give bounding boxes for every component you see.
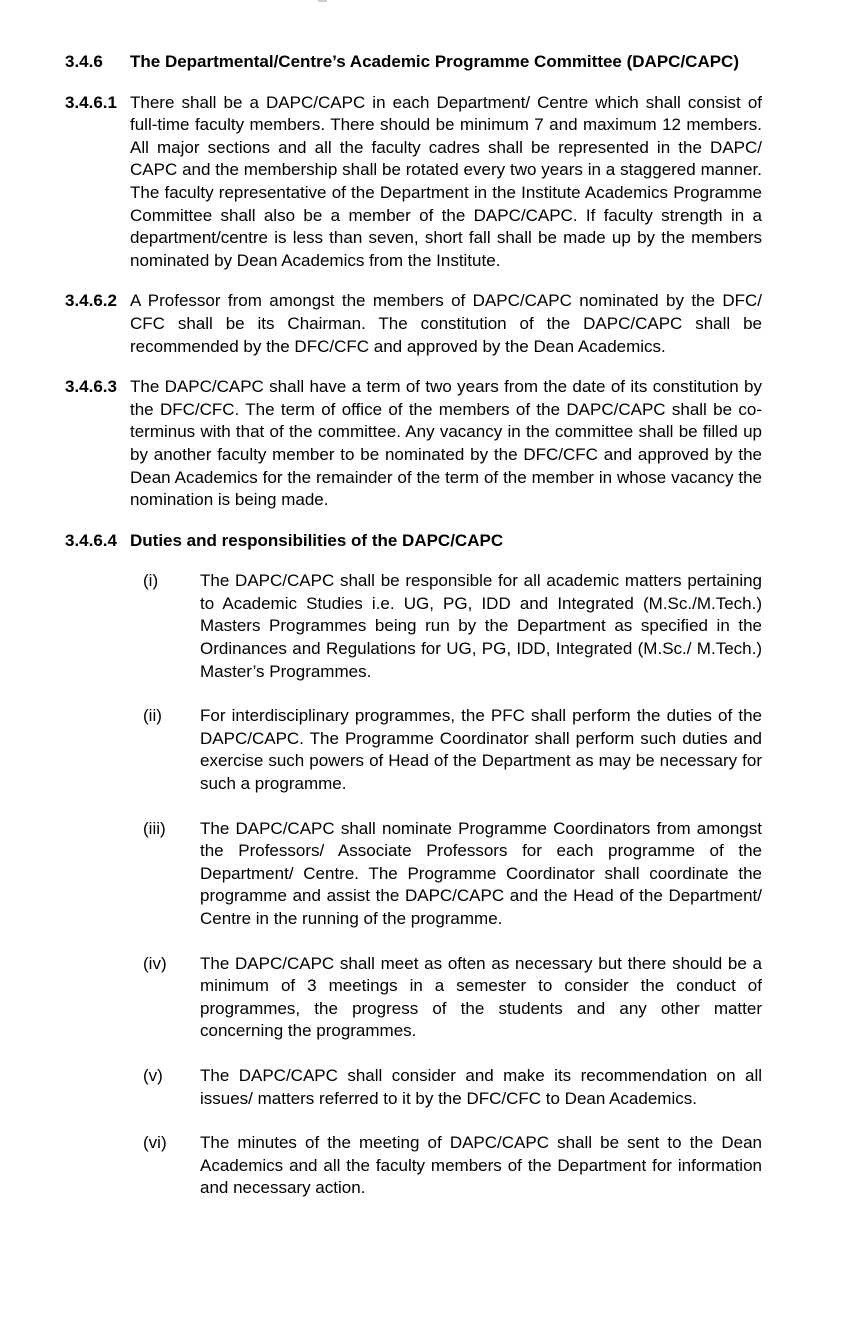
section-3-4-6-3 — [65, 376, 762, 512]
duty-label: (i) — [143, 571, 159, 591]
section-text: There shall be a DAPC/​CAPC in each Department/​ Centre which shall consist of full-time faculty members. There should be minimum 7 and maximum 12 members. All major sections and all the faculty cadres shall be represented in the DAPC/​CAPC and the membership shall be rotated every two years in a staggered manner. The faculty representative of the Department in the Institute Academics Programme Committee shall also be a member of the DAPC/​CAPC. If faculty strength in a department/​centre is less than seven, short fall shall be made up by the members nominated by Dean Academics from the Institute. — [130, 92, 762, 270]
duty-item-vi — [143, 1132, 762, 1200]
section-number: 3.4.6.4 — [65, 530, 117, 550]
section-number: 3.4.6.1 — [65, 92, 117, 112]
duty-label: (ii) — [143, 706, 162, 726]
duty-item-ii — [143, 705, 762, 795]
section-text: A Professor from amongst the members of DAPC/​CAPC nominated by the DFC/​CFC shall be its Chairman. The constitution of the DAPC/​CAPC shall be recommended by the DFC/​CFC and approved by the Dean Academics. — [130, 291, 762, 356]
duty-label: (iv) — [143, 953, 167, 973]
section-number: 3.4.6.3 — [65, 377, 117, 397]
duty-text: The DAPC/​CAPC shall be responsible for all academic matters pertaining to Academic Studies i.e. UG, PG, IDD and Integrated (M.Sc./​M.Tech.) Masters Programmes being run by the Department as specified in the Ordinances and Regulations for UG, PG, IDD, Integrated (M.Sc./​ M.Tech.) Master’s Programmes. — [200, 571, 762, 681]
section-3-4-6-2 — [65, 290, 762, 358]
duty-text: The DAPC/​CAPC shall nominate Programme Coordinators from amongst the Professors/​ Associate Professors for each programme of the Department/​ Centre. The Programme Coordinator shall coordinate the programme and assist the DAPC/​CAPC and the Head of the Department/​ Centre in the running of the programme. — [200, 818, 762, 928]
duty-item-iii — [143, 818, 762, 931]
header-artifact-mark — [318, 0, 327, 2]
duty-label: (v) — [143, 1065, 163, 1085]
duty-label: (vi) — [143, 1133, 167, 1153]
duty-text: The DAPC/​CAPC shall consider and make its recommendation on all issues/​ matters referred to it by the DFC/​CFC to Dean Academics. — [200, 1065, 762, 1108]
duty-text: The DAPC/​CAPC shall meet as often as necessary but there should be a minimum of 3 meetings in a semester to consider the conduct of programmes, the progress of the students and any other matter concerning the programmes. — [200, 953, 762, 1041]
duty-item-v — [143, 1065, 762, 1110]
section-3-4-6-1 — [65, 92, 762, 273]
duty-label: (iii) — [143, 818, 166, 838]
section-number: 3.4.6 — [65, 52, 103, 71]
section-text: The DAPC/​CAPC shall have a term of two years from the date of its constitution by the DFC/​CFC. The term of office of the members of the DAPC/​CAPC shall be co-terminus with that of the committee. Any vacancy in the committee shall be filled up by another faculty member to be nominated by the DFC/​CFC and approved by the Dean Academics for the remainder of the term of the member in whose vacancy the nomination is being made. — [130, 377, 762, 510]
section-heading-title: Duties and responsibilities of the DAPC/​CAPC — [130, 530, 504, 550]
section-number: 3.4.6.2 — [65, 291, 117, 311]
duty-text: The minutes of the meeting of DAPC/​CAPC shall be sent to the Dean Academics and all the faculty members of the Department for information and necessary action. — [200, 1133, 762, 1198]
section-heading-3-4-6-4 — [65, 530, 762, 553]
duty-item-i — [143, 570, 762, 683]
duty-item-iv — [143, 953, 762, 1043]
section-heading-title: The Departmental/​Centre’s Academic Programme Committee (DAPC/​CAPC) — [130, 52, 739, 71]
section-heading-3-4-6 — [65, 51, 762, 74]
duty-text: For interdisciplinary programmes, the PFC shall perform the duties of the DAPC/​CAPC. The Programme Coordinator shall perform such duties and exercise such powers of Head of the Department as may be necessary for such a programme. — [200, 706, 762, 794]
